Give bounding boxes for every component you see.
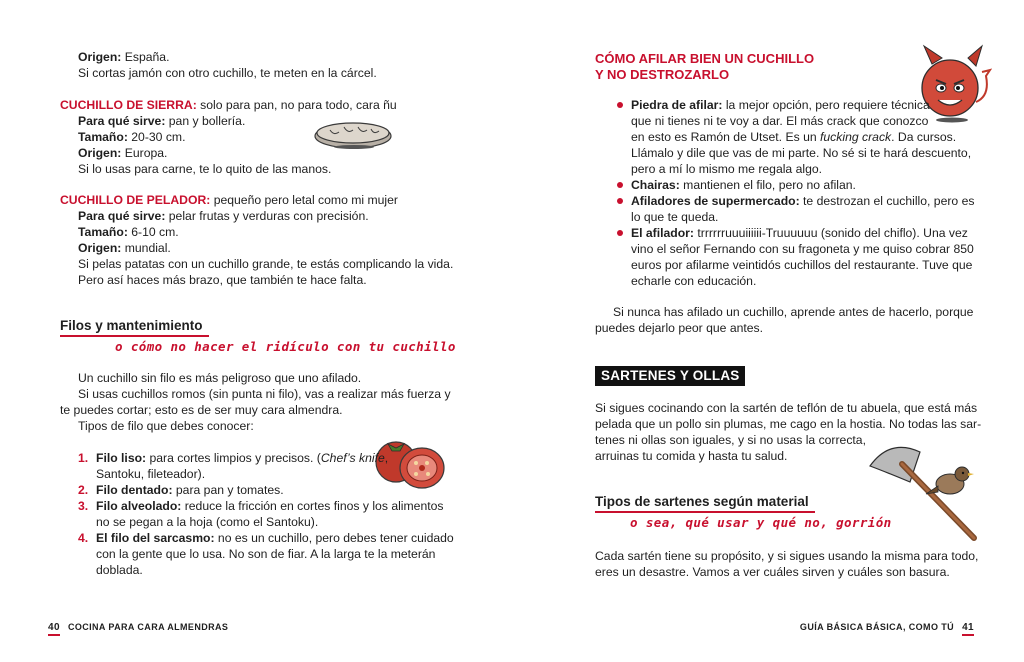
list-item: 4. El filo del sarcasmo: no es un cuchillo, pero debes tener cuidado con la gente que lo usa. No son de fiar. A la larga te la meterán doblada.: [78, 531, 454, 577]
tipos-paragraph: Cada sartén tiene su propósito, y si sigues usando la misma para todo, eres un desastre. Vamos a ver cuáles sirven y cuáles son basura.: [595, 549, 979, 579]
pelador-title: CUCHILLO DE PELADOR:: [60, 193, 211, 207]
right-footer: [800, 619, 974, 636]
right-page: [512, 0, 1024, 662]
sierra-block: CUCHILLO DE SIERRA: solo para pan, no para todo, cara ñu Para qué sirve: pan y bollería. Tamaño: 20-30 cm. Origen: Europa. Si lo usas para carne, te lo quito de las manos.: [60, 97, 480, 177]
filos-intro: Un cuchillo sin filo es más peligroso que uno afilado. Si usas cuchillos romos (sin punta ni filo), vas a realizar más fuerza y te puedes cortar; esto es de ser muy cara almendra. Tipos de filo que debes conocer:: [60, 371, 451, 433]
afilar-list: [613, 97, 975, 289]
book-title: COCINA PARA CARA ALMENDRAS: [67, 622, 229, 632]
list-item: 1. Filo liso: para cortes limpios y precisos. (Chef’s knife, Santoku, fileteador).: [78, 451, 389, 481]
section-title: GUÍA BÁSICA BÁSICA, COMO TÚ: [799, 622, 955, 632]
origen-block: [60, 49, 460, 81]
pelador-title-line: CUCHILLO DE PELADOR: pequeño pero letal como mi mujer: [60, 193, 398, 207]
origen-line: Origen: España.: [78, 50, 170, 64]
sierra-title: CUCHILLO DE SIERRA:: [60, 98, 197, 112]
page-number: 40: [48, 622, 60, 636]
bread-illustration: [312, 116, 394, 152]
sartenes-paragraph: Si sigues cocinando con la sartén de teflón de tu abuela, que está más pelada que un pollo sin plumas, me cago en la hostia. No todas las sar- tenes ni ollas son iguales, y si no usas la correcta, arruinas tu comida y hasta tu salud.: [595, 401, 982, 463]
tipos-subheading: o sea, qué usar y qué no, gorrión: [630, 515, 892, 530]
filos-heading: Filos y mantenimiento: [60, 318, 209, 337]
sierra-title-line: CUCHILLO DE SIERRA: solo para pan, no para todo, cara ñu: [60, 98, 397, 112]
list-item: Piedra de afilar: la mejor opción, pero requiere técnica que ni tienes ni te voy a dar. El más crack que conozco en esto es Ramón de Utset. Es un fucking crack. Da cursos. Llámalo y dile que vas de mi parte. No sé si te hará descuento, pero a mí lo mismo me regala algo.: [613, 97, 965, 177]
list-item: 2. Filo dentado: para pan y tomates.: [78, 483, 284, 497]
list-item: 3. Filo alveolado: reduce la fricción en cortes finos y los alimentos no se pegan a la hoja (como el Santoku).: [78, 499, 444, 529]
afilar-heading: CÓMO AFILAR BIEN UN CUCHILLO Y NO DESTROZARLO: [595, 51, 815, 82]
pelador-block: CUCHILLO DE PELADOR: pequeño pero letal como mi mujer Para qué sirve: pelar frutas y verduras con precisión. Tamaño: 6-10 cm. Origen: mundial. Si pelas patatas con un cuchillo grande, te estás complicando la vida. Pero así haces más brazo, que también te hace falta.: [60, 192, 480, 288]
filos-subheading: o cómo no hacer el ridículo con tu cuchillo: [115, 339, 456, 354]
page-number: 41: [962, 622, 974, 636]
tipos-heading: Tipos de sartenes según material: [595, 494, 815, 513]
sartenes-label: SARTENES Y OLLAS: [595, 366, 745, 386]
list-item: Chairas: mantienen el filo, pero no afilan.: [613, 177, 965, 193]
filos-list: [78, 450, 454, 578]
list-item: El afilador: trrrrrruuuiiiiii-Truuuuuu (sonido del chiflo). Una vez vino el señor Fernando con su fragoneta y me quiso cobrar 850 euros por afilarme veintidós cuchillos del restaurante. Tuve que echarle con educación.: [613, 225, 965, 289]
left-footer: [48, 619, 228, 636]
afilar-closing: Si nunca has afilado un cuchillo, aprende antes de hacerlo, porque puedes dejarlo peor que antes.: [595, 305, 974, 335]
list-item: Afiladores de supermercado: te destrozan el cuchillo, pero es lo que te queda.: [613, 193, 965, 225]
jamon-note: Si cortas jamón con otro cuchillo, te meten en la cárcel.: [78, 66, 377, 80]
